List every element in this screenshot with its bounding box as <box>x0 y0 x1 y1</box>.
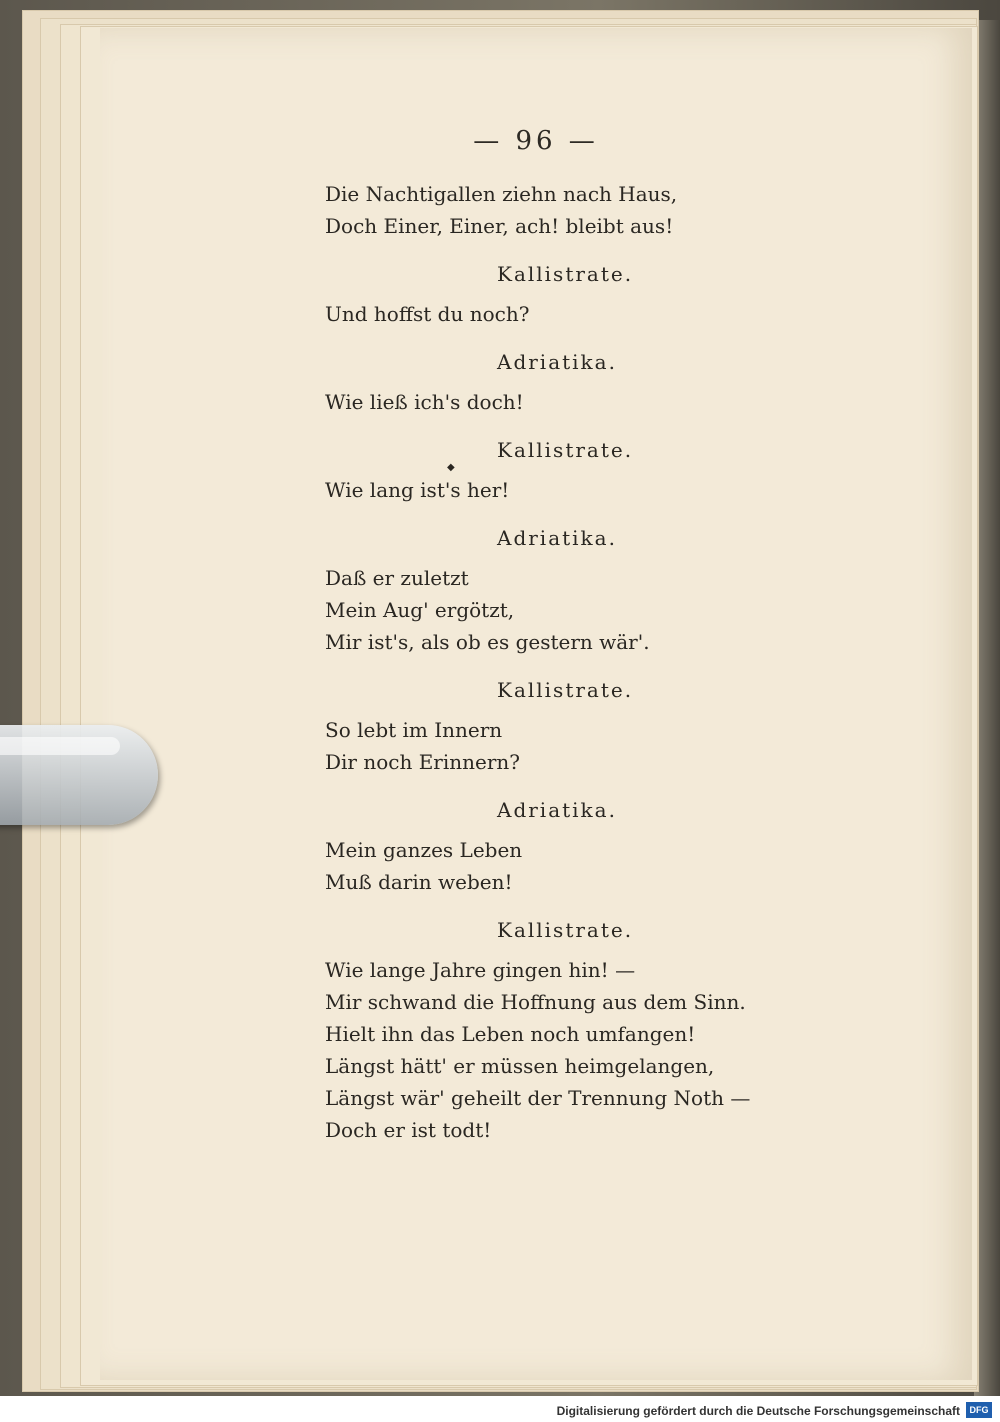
speaker-heading: Adriatika. <box>497 798 617 822</box>
verse-line: Wie lang ist's her! <box>325 478 510 502</box>
verse-line: Doch Einer, Einer, ach! bleibt aus! <box>325 214 674 238</box>
verse-line: Mein ganzes Leben <box>325 838 523 862</box>
tab-highlight <box>0 737 120 755</box>
verse-line: Wie lange Jahre gingen hin! — <box>325 958 636 982</box>
page-number: — 96 — <box>473 126 599 156</box>
verse-line: Längst hätt' er müssen heimgelangen, <box>325 1054 715 1078</box>
speaker-heading: Kallistrate. <box>497 438 634 462</box>
dfg-logo-icon: DFG <box>966 1402 992 1418</box>
verse-line: Muß darin weben! <box>325 870 513 894</box>
ink-mark: ◆ <box>447 462 455 473</box>
verse-line: Mein Aug' ergötzt, <box>325 598 515 622</box>
speaker-heading: Kallistrate. <box>497 678 634 702</box>
verse-line: So lebt im Innern <box>325 718 503 742</box>
verse-line: Mir schwand die Hoffnung aus dem Sinn. <box>325 990 746 1014</box>
footer-bar <box>0 1396 1000 1422</box>
speaker-heading: Kallistrate. <box>497 918 634 942</box>
verse-line: Wie ließ ich's doch! <box>325 390 524 414</box>
footer-credit: Digitalisierung gefördert durch die Deutsche Forschungsgemeinschaft <box>556 1404 960 1418</box>
verse-line: Doch er ist todt! <box>325 1118 492 1142</box>
verse-line: Die Nachtigallen ziehn nach Haus, <box>325 182 678 206</box>
verse-line: Hielt ihn das Leben noch umfangen! <box>325 1022 696 1046</box>
verse-line: Und hoffst du noch? <box>325 302 530 326</box>
book-page <box>100 28 972 1380</box>
speaker-heading: Adriatika. <box>497 350 617 374</box>
poem-text <box>325 178 805 1146</box>
page-clip-tab <box>0 725 158 825</box>
verse-line: Dir noch Erinnern? <box>325 750 521 774</box>
verse-line: Längst wär' geheilt der Trennung Noth — <box>325 1086 751 1110</box>
speaker-heading: Kallistrate. <box>497 262 634 286</box>
speaker-heading: Adriatika. <box>497 526 617 550</box>
verse-line: Daß er zuletzt <box>325 566 469 590</box>
verse-line: Mir ist's, als ob es gestern wär'. <box>325 630 650 654</box>
